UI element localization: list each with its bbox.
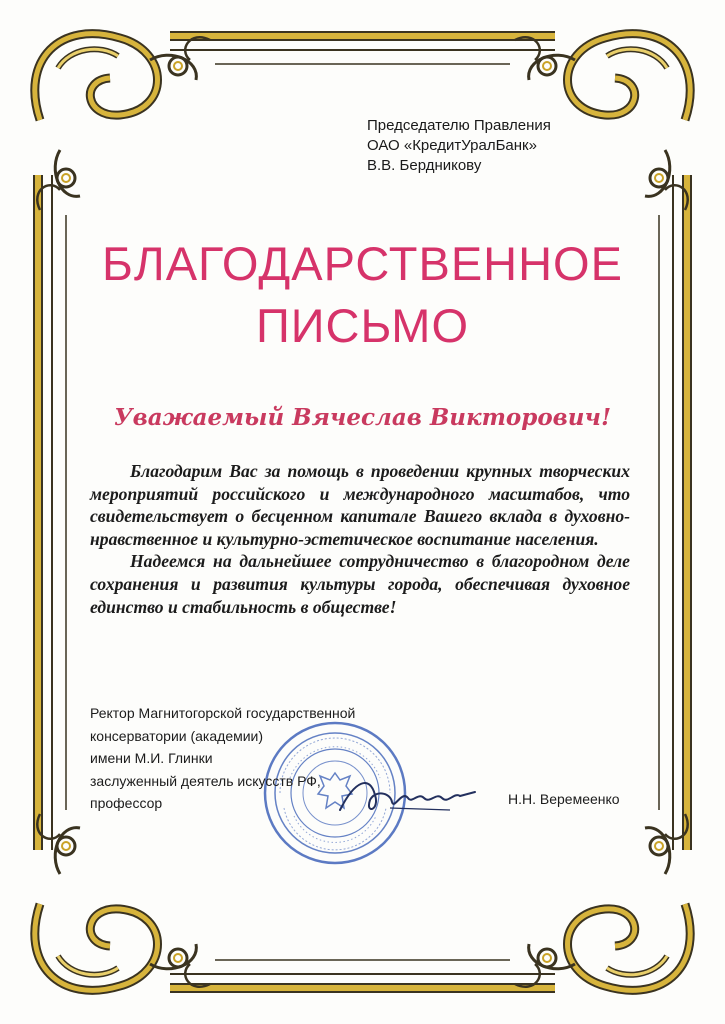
addressee-line: ОАО «КредитУралБанк» [367, 137, 537, 154]
signatory-block [90, 702, 355, 815]
signatory-line: профессор [90, 795, 163, 811]
letter-body [90, 460, 630, 618]
signatory-line: заслуженный деятель искусств РФ, [90, 772, 321, 789]
addressee-line: В.В. Бердникову [367, 157, 482, 174]
signer-name: Н.Н. Веремеенко [508, 791, 620, 807]
document-title-second-line: ПИСЬМО [255, 299, 470, 352]
addressee-block [367, 116, 551, 176]
salutation: Уважаемый Вячеслав Викторович! [113, 404, 612, 431]
addressee-line: Председателю Правления [367, 117, 551, 134]
signatory-line: консерватории (академии) [90, 727, 264, 744]
document-title: БЛАГОДАРСТВЕННОЕ [102, 237, 623, 290]
body-paragraph: Благодарим Вас за помощь в проведении крупных творческих мероприятий российского и международного масштабов, что свидетельствует о бесценном капитале Вашего вклада в духовно-нравственное и культурно-эстетическое воспитание населения. [90, 461, 630, 549]
body-paragraph: Надеемся на дальнейшее сотрудничество в благородном деле сохранения и развития культуры города, обеспечивая духовное единство и стабильность в обществе! [90, 551, 630, 617]
signatory-line: имени М.И. Глинки [90, 750, 213, 766]
signatory-line: Ректор Магнитогорской государственной [90, 705, 356, 721]
